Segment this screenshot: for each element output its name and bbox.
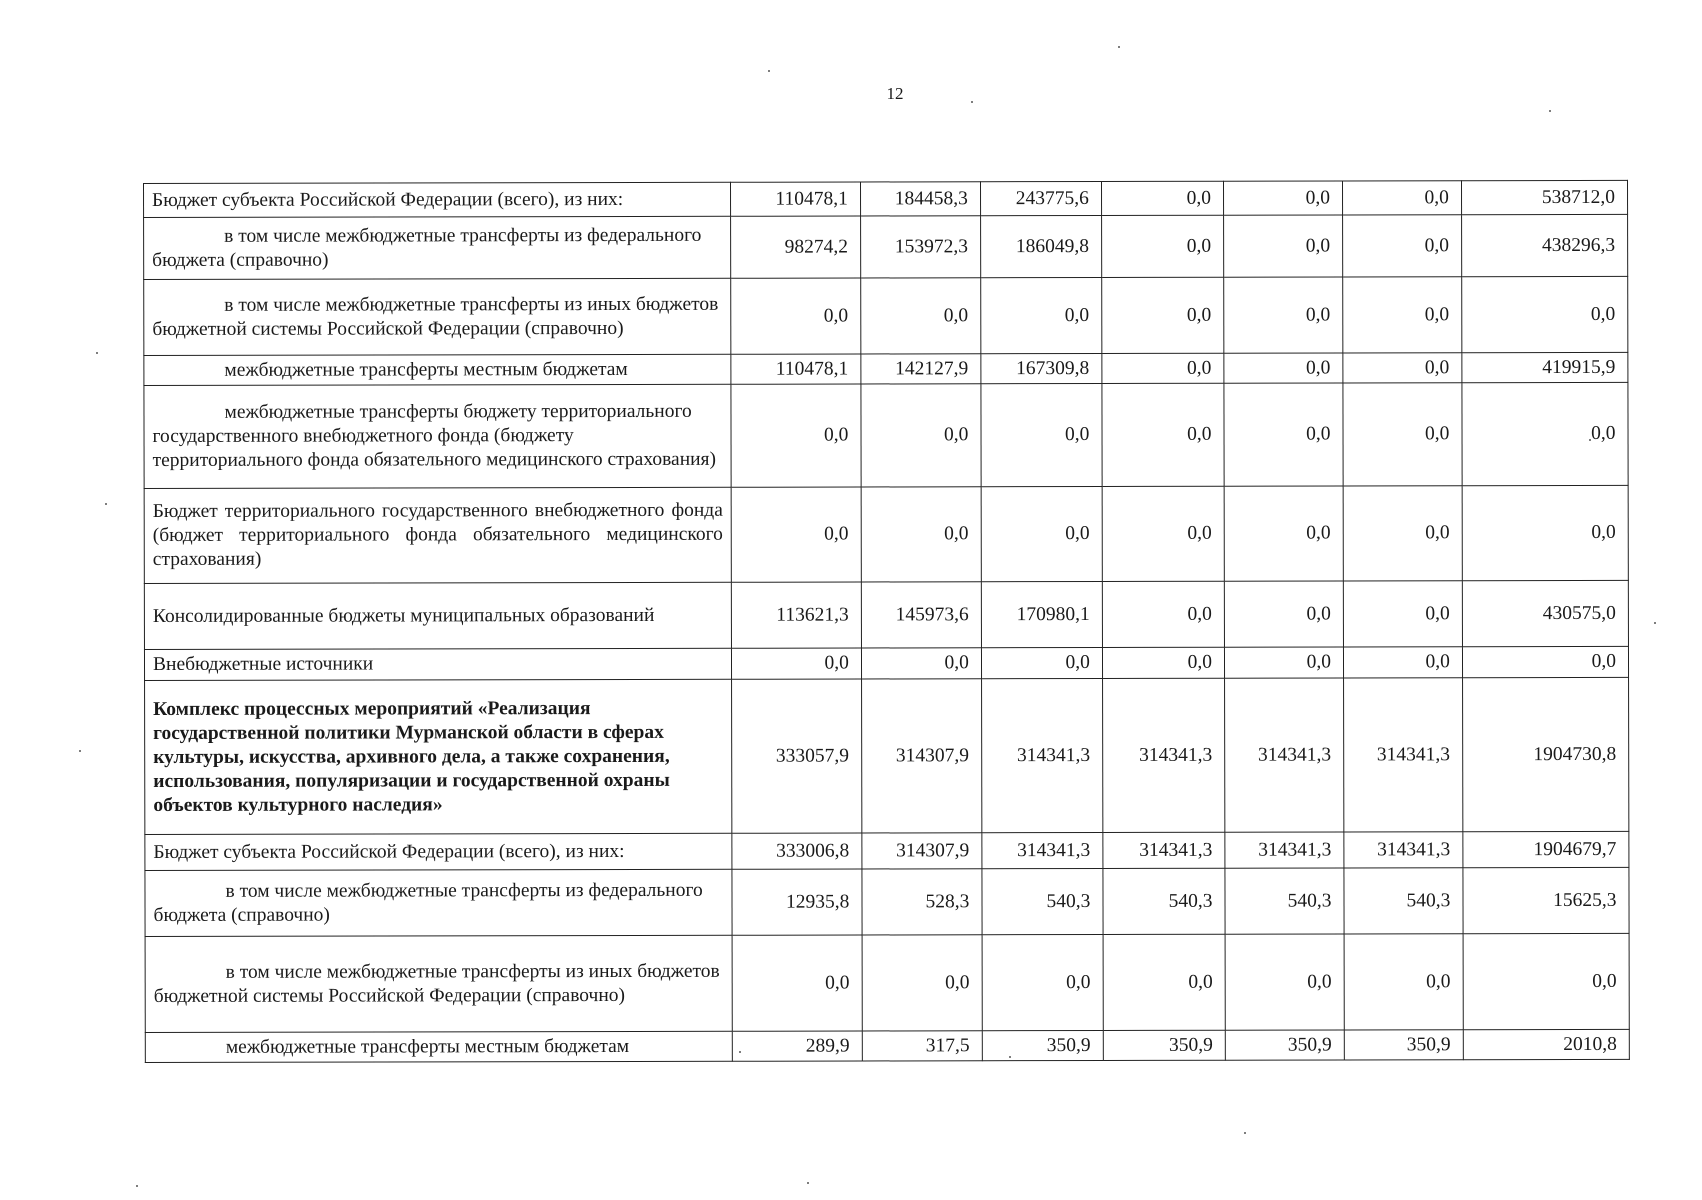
year-value-cell: 145973,6 — [861, 582, 981, 648]
table-row — [145, 831, 1629, 870]
scan-speck — [1118, 46, 1120, 48]
scan-speck — [96, 352, 98, 354]
row-label: Внебюджетные источники — [144, 648, 731, 680]
row-label: межбюджетные трансферты бюджету территориального государственного внебюджетного фонда (бюджету территориального фонда обязательного медицинского страхования) — [144, 384, 731, 488]
table-row — [144, 352, 1628, 385]
year-value-cell: 0,0 — [981, 383, 1102, 486]
year-value-cell: 0,0 — [1102, 486, 1224, 581]
scan-speck — [768, 70, 770, 72]
year-value-cell: 98274,2 — [731, 216, 861, 278]
year-value-cell: 0,0 — [982, 934, 1103, 1030]
year-value-cell: 0,0 — [1101, 215, 1223, 277]
row-label: межбюджетные трансферты местным бюджетам — [145, 1031, 732, 1062]
year-value-cell: 289,9 — [732, 1031, 862, 1061]
row-label: Консолидированные бюджеты муниципальных образований — [144, 582, 731, 649]
year-value-cell: 314341,3 — [1103, 832, 1225, 868]
year-value-cell: 0,0 — [1102, 647, 1224, 678]
row-label: в том числе межбюджетные трансферты из иных бюджетов бюджетной системы Российской Федерации (справочно) — [144, 278, 731, 355]
year-value-cell: 0,0 — [981, 486, 1102, 581]
row-label: Комплекс процессных мероприятий «Реализация государственной политики Мурманской области в сферах культуры, искусства, архивного дела, а также сохранения, использования, популяризации и государственной охраны объектов культурного наследия» — [145, 679, 732, 834]
row-label: Бюджет территориального государственного внебюджетного фонда (бюджет территориального фонда обязательного медицинского страхования) — [144, 487, 731, 583]
year-value-cell: 0,0 — [1224, 215, 1343, 277]
year-value-cell: 314341,3 — [1102, 678, 1224, 832]
scan-speck — [739, 1051, 741, 1053]
scan-speck — [1654, 622, 1656, 624]
year-value-cell: 314341,3 — [1225, 678, 1344, 832]
year-value-cell: 528,3 — [862, 869, 982, 935]
year-value-cell: 0,0 — [731, 487, 861, 582]
total-cell: 0,0 — [1462, 485, 1628, 580]
year-value-cell: 0,0 — [1343, 277, 1462, 353]
year-value-cell: 0,0 — [1225, 934, 1344, 1030]
year-value-cell: 0,0 — [862, 935, 982, 1031]
scan-speck — [1009, 1056, 1011, 1058]
table-row — [144, 214, 1628, 279]
total-cell: 430575,0 — [1462, 580, 1628, 646]
total-cell: 438296,3 — [1461, 214, 1627, 276]
table-row — [144, 580, 1628, 649]
year-value-cell: 350,9 — [1225, 1030, 1344, 1060]
year-value-cell: 142127,9 — [861, 354, 981, 384]
year-value-cell: 153972,3 — [860, 216, 980, 278]
year-value-cell: 350,9 — [1103, 1030, 1225, 1060]
scan-speck — [1549, 110, 1551, 112]
year-value-cell: 350,9 — [1344, 1030, 1463, 1060]
row-label: в том числе межбюджетные трансферты из иных бюджетов бюджетной системы Российской Федерации (справочно) — [145, 935, 732, 1032]
year-value-cell: 317,5 — [862, 1031, 982, 1061]
scan-speck — [105, 503, 107, 505]
year-value-cell: 0,0 — [1224, 581, 1343, 647]
row-label: Бюджет субъекта Российской Федерации (всего), из них: — [145, 833, 732, 870]
table-row — [144, 180, 1628, 217]
scan-speck — [1589, 439, 1591, 441]
year-value-cell: 0,0 — [732, 935, 862, 1031]
year-value-cell: 0,0 — [1224, 486, 1343, 581]
year-value-cell: 540,3 — [982, 868, 1103, 934]
table-row — [145, 677, 1629, 834]
year-value-cell: 540,3 — [1344, 868, 1463, 934]
total-cell: 1904679,7 — [1463, 831, 1629, 867]
table-row — [144, 382, 1628, 488]
total-cell: 0,0 — [1462, 276, 1628, 352]
year-value-cell: 314341,3 — [1344, 832, 1463, 868]
row-label: межбюджетные трансферты местным бюджетам — [144, 354, 731, 385]
year-value-cell: 0,0 — [731, 384, 861, 487]
year-value-cell: 0,0 — [1343, 486, 1462, 581]
year-value-cell: 314307,9 — [862, 833, 982, 869]
scan-speck — [1244, 1132, 1246, 1134]
year-value-cell: 0,0 — [1224, 277, 1343, 353]
total-cell: 0,0 — [1462, 382, 1628, 485]
row-label: Бюджет субъекта Российской Федерации (всего), из них: — [144, 182, 731, 217]
year-value-cell: 0,0 — [1102, 277, 1224, 353]
page-number: 12 — [886, 84, 904, 103]
year-value-cell: 243775,6 — [980, 181, 1101, 215]
year-value-cell: 0,0 — [1224, 647, 1343, 678]
row-label: в том числе межбюджетные трансферты из федерального бюджета (справочно) — [145, 869, 732, 936]
year-value-cell: 0,0 — [861, 384, 981, 487]
total-cell: 1904730,8 — [1462, 677, 1628, 831]
year-value-cell: 184458,3 — [860, 182, 980, 216]
row-label: в том числе межбюджетные трансферты из федерального бюджета (справочно) — [144, 216, 731, 279]
year-value-cell: 0,0 — [1224, 353, 1343, 383]
year-value-cell: 0,0 — [981, 647, 1102, 678]
year-value-cell: 0,0 — [1223, 181, 1342, 215]
total-cell: 538712,0 — [1461, 180, 1627, 214]
year-value-cell: 0,0 — [980, 277, 1101, 353]
year-value-cell: 170980,1 — [981, 581, 1102, 647]
total-cell: 2010,8 — [1463, 1029, 1629, 1059]
year-value-cell: 540,3 — [1225, 868, 1344, 934]
scan-speck — [807, 1182, 809, 1184]
year-value-cell: 0,0 — [861, 487, 981, 582]
year-value-cell: 333057,9 — [732, 679, 862, 833]
year-value-cell: 0,0 — [861, 648, 981, 679]
scan-speck — [136, 1185, 138, 1187]
table-body — [144, 180, 1630, 1062]
year-value-cell: 12935,8 — [732, 869, 862, 935]
year-value-cell: 350,9 — [982, 1030, 1103, 1060]
table-row — [144, 485, 1628, 583]
year-value-cell: 0,0 — [1344, 934, 1463, 1030]
year-value-cell: 314341,3 — [981, 678, 1102, 832]
year-value-cell: 113621,3 — [731, 582, 861, 648]
total-cell: 419915,9 — [1462, 352, 1628, 382]
year-value-cell: 0,0 — [1101, 181, 1223, 215]
year-value-cell: 0,0 — [1103, 934, 1225, 1030]
total-cell: 0,0 — [1462, 646, 1628, 677]
scan-speck — [79, 750, 81, 752]
total-cell: 0,0 — [1463, 933, 1629, 1029]
year-value-cell: 167309,8 — [981, 353, 1102, 383]
year-value-cell: 540,3 — [1103, 868, 1225, 934]
year-value-cell: 314341,3 — [1343, 678, 1462, 832]
table-row — [145, 1029, 1629, 1062]
year-value-cell: 314341,3 — [982, 832, 1103, 868]
year-value-cell: 314307,9 — [861, 679, 981, 833]
year-value-cell: 0,0 — [732, 648, 862, 679]
year-value-cell: 0,0 — [1224, 383, 1343, 486]
scan-speck — [971, 101, 973, 103]
year-value-cell: 0,0 — [1102, 383, 1224, 486]
year-value-cell: 314341,3 — [1225, 832, 1344, 868]
year-value-cell: 0,0 — [1102, 353, 1224, 383]
year-value-cell: 110478,1 — [731, 354, 861, 384]
year-value-cell: 0,0 — [1102, 581, 1224, 647]
year-value-cell: 333006,8 — [732, 833, 862, 869]
year-value-cell: 0,0 — [860, 278, 980, 354]
table-row — [145, 933, 1629, 1032]
table-row — [145, 867, 1629, 936]
year-value-cell: 0,0 — [1342, 215, 1461, 277]
year-value-cell: 0,0 — [1343, 383, 1462, 486]
year-value-cell: 0,0 — [1343, 581, 1462, 647]
year-value-cell: 0,0 — [1343, 353, 1462, 383]
year-value-cell: 0,0 — [1342, 181, 1461, 215]
year-value-cell: 186049,8 — [980, 215, 1101, 277]
budget-table — [143, 180, 1630, 1063]
table-row — [144, 276, 1628, 355]
year-value-cell: 0,0 — [1343, 647, 1462, 678]
year-value-cell: 110478,1 — [731, 182, 861, 216]
year-value-cell: 0,0 — [731, 278, 861, 354]
total-cell: 15625,3 — [1463, 867, 1629, 933]
table-row — [144, 646, 1628, 680]
